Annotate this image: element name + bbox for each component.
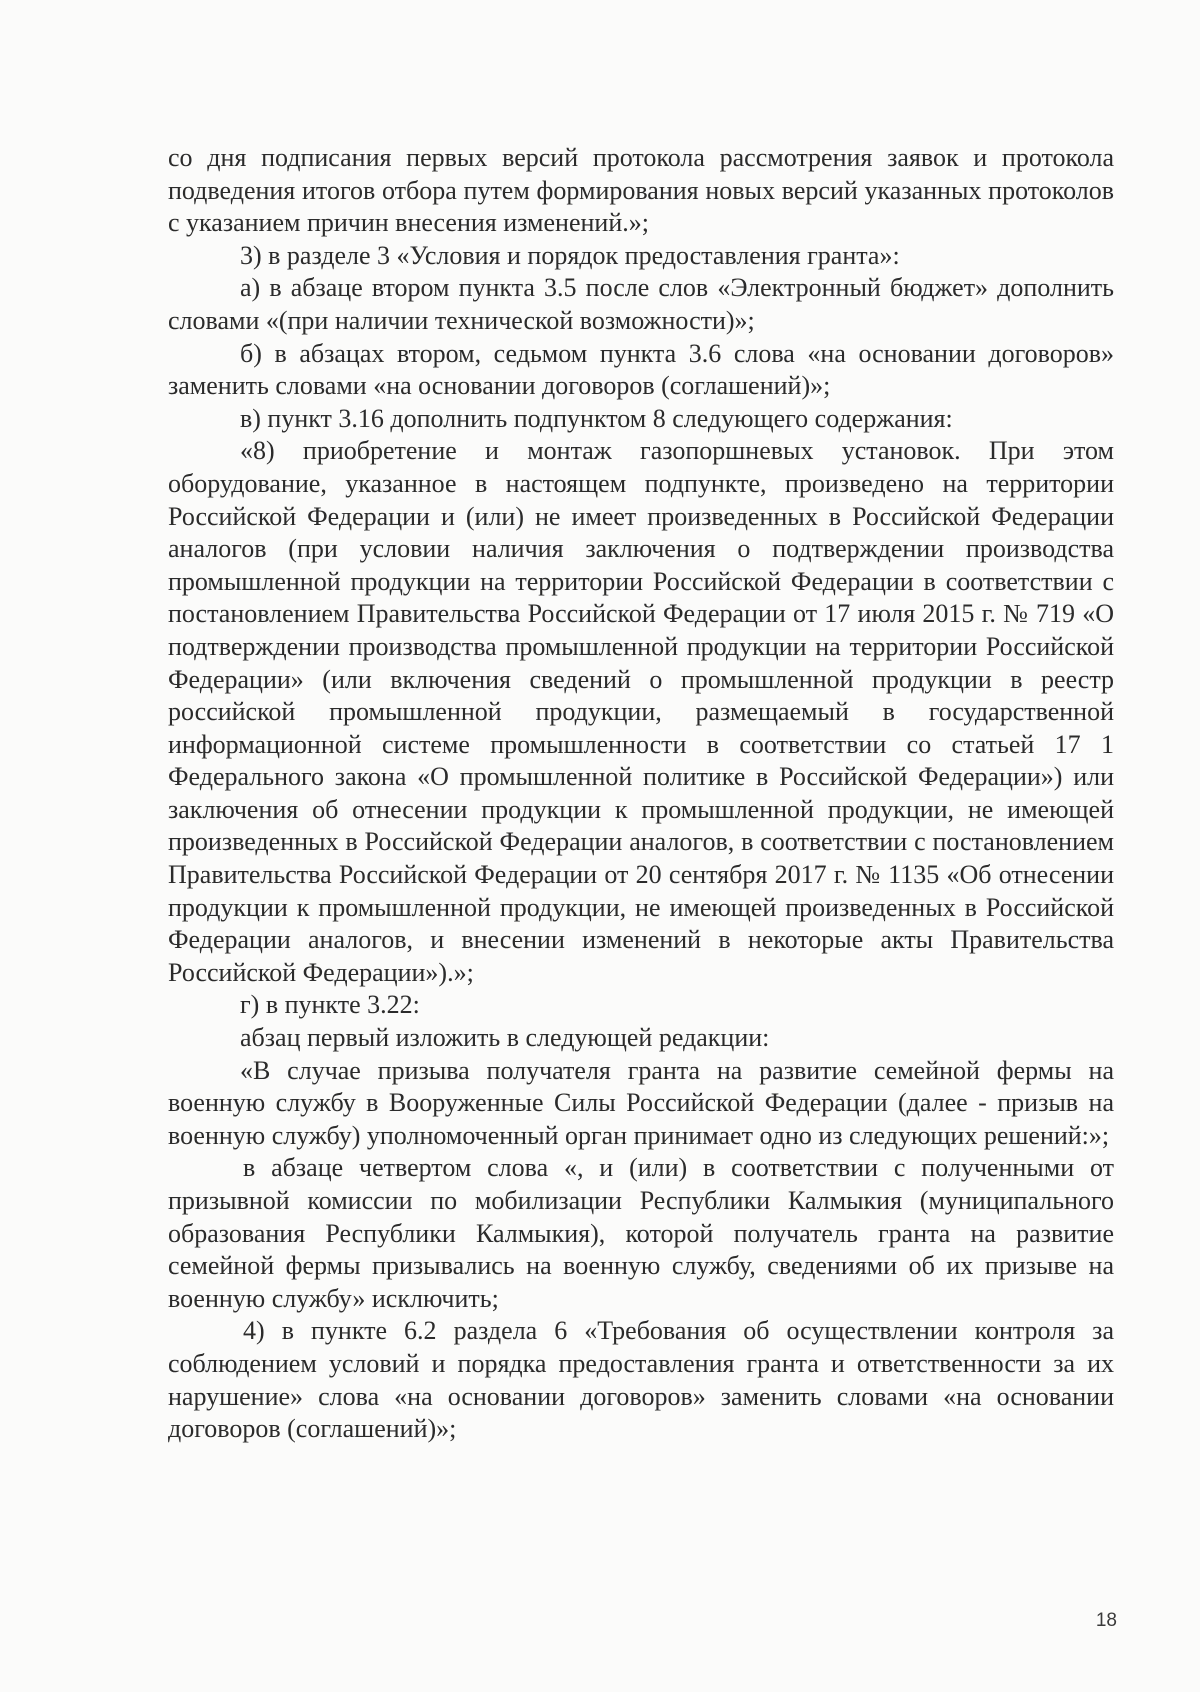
document-body	[168, 142, 1114, 1446]
paragraph-8: абзац первый изложить в следующей редакции:	[240, 1023, 770, 1053]
paragraph-10: в абзаце четвертом слова «, и (или) в соответствии с полученными от призывной комиссии по мобилизации Республики Калмыкия (муниципального образования Республики Калмыкия), которой получатель гранта на развитие семейной фермы призывались на военную службу, сведениями об их призыве на военную службу» исключить;	[168, 1153, 1114, 1313]
page-number: 18	[1095, 1610, 1117, 1631]
paragraph-5: в) пункт 3.16 дополнить подпунктом 8 следующего содержания:	[240, 403, 953, 433]
paragraph-2: 3) в разделе 3 «Условия и порядок предоставления гранта»:	[240, 240, 900, 270]
paragraph-7: г) в пункте 3.22:	[240, 990, 420, 1020]
paragraph-3: а) в абзаце втором пункта 3.5 после слов «Электронный бюджет» дополнить словами «(при наличии технической возможности)»;	[168, 273, 1114, 335]
paragraph-9: «В случае призыва получателя гранта на развитие семейной фермы на военную службу в Вооруженные Силы Российской Федерации (далее - призыв на военную службу) уполномоченный орган принимает одно из следующих решений:»;	[168, 1055, 1114, 1150]
paragraph-4: б) в абзацах втором, седьмом пункта 3.6 слова «на основании договоров» заменить словами «на основании договоров (соглашений)»;	[168, 338, 1114, 401]
paragraph-1: со дня подписания первых версий протокола рассмотрения заявок и протокола подведения итогов отбора путем формирования новых версий указанных протоколов с указанием причин внесения изменений.»;	[168, 143, 1114, 238]
paragraph-11: 4) в пункте 6.2 раздела 6 «Требования об осуществлении контроля за соблюдением условий и порядка предоставления гранта и ответственности за их нарушение» слова «на основании договоров» заменить словами «на основании договоров (соглашений)»;	[168, 1316, 1114, 1444]
paragraph-6: «8) приобретение и монтаж газопоршневых установок. При этом оборудование, указанное в настоящем подпункте, произведено на территории Российской Федерации и (или) не имеет произведенных в Российской Федерации аналогов (при условии наличия заключения о подтверждении производства промышленной продукции на территории Российской Федерации в соответствии с постановлением Правительства Российской Федерации от 17 июля 2015 г. № 719 «О подтверждении производства промышленной продукции на территории Российской Федерации» (или включения сведений о промышленной продукции в реестр российской промышленной продукции, размещаемый в государственной информационной системе промышленности в соответствии со статьей 17 1 Федерального закона «О промышленной политике в Российской Федерации») или заключения об отнесении продукции к промышленной продукции, не имеющей произведенных в Российской Федерации аналогов, в соответствии с постановлением Правительства Российской Федерации от 20 сентября 2017 г. № 1135 «Об отнесении продукции к промышленной продукции, не имеющей произведенных в Российской Федерации аналогов, и внесении изменений в некоторые акты Правительства Российской Федерации»).»;	[168, 436, 1114, 987]
